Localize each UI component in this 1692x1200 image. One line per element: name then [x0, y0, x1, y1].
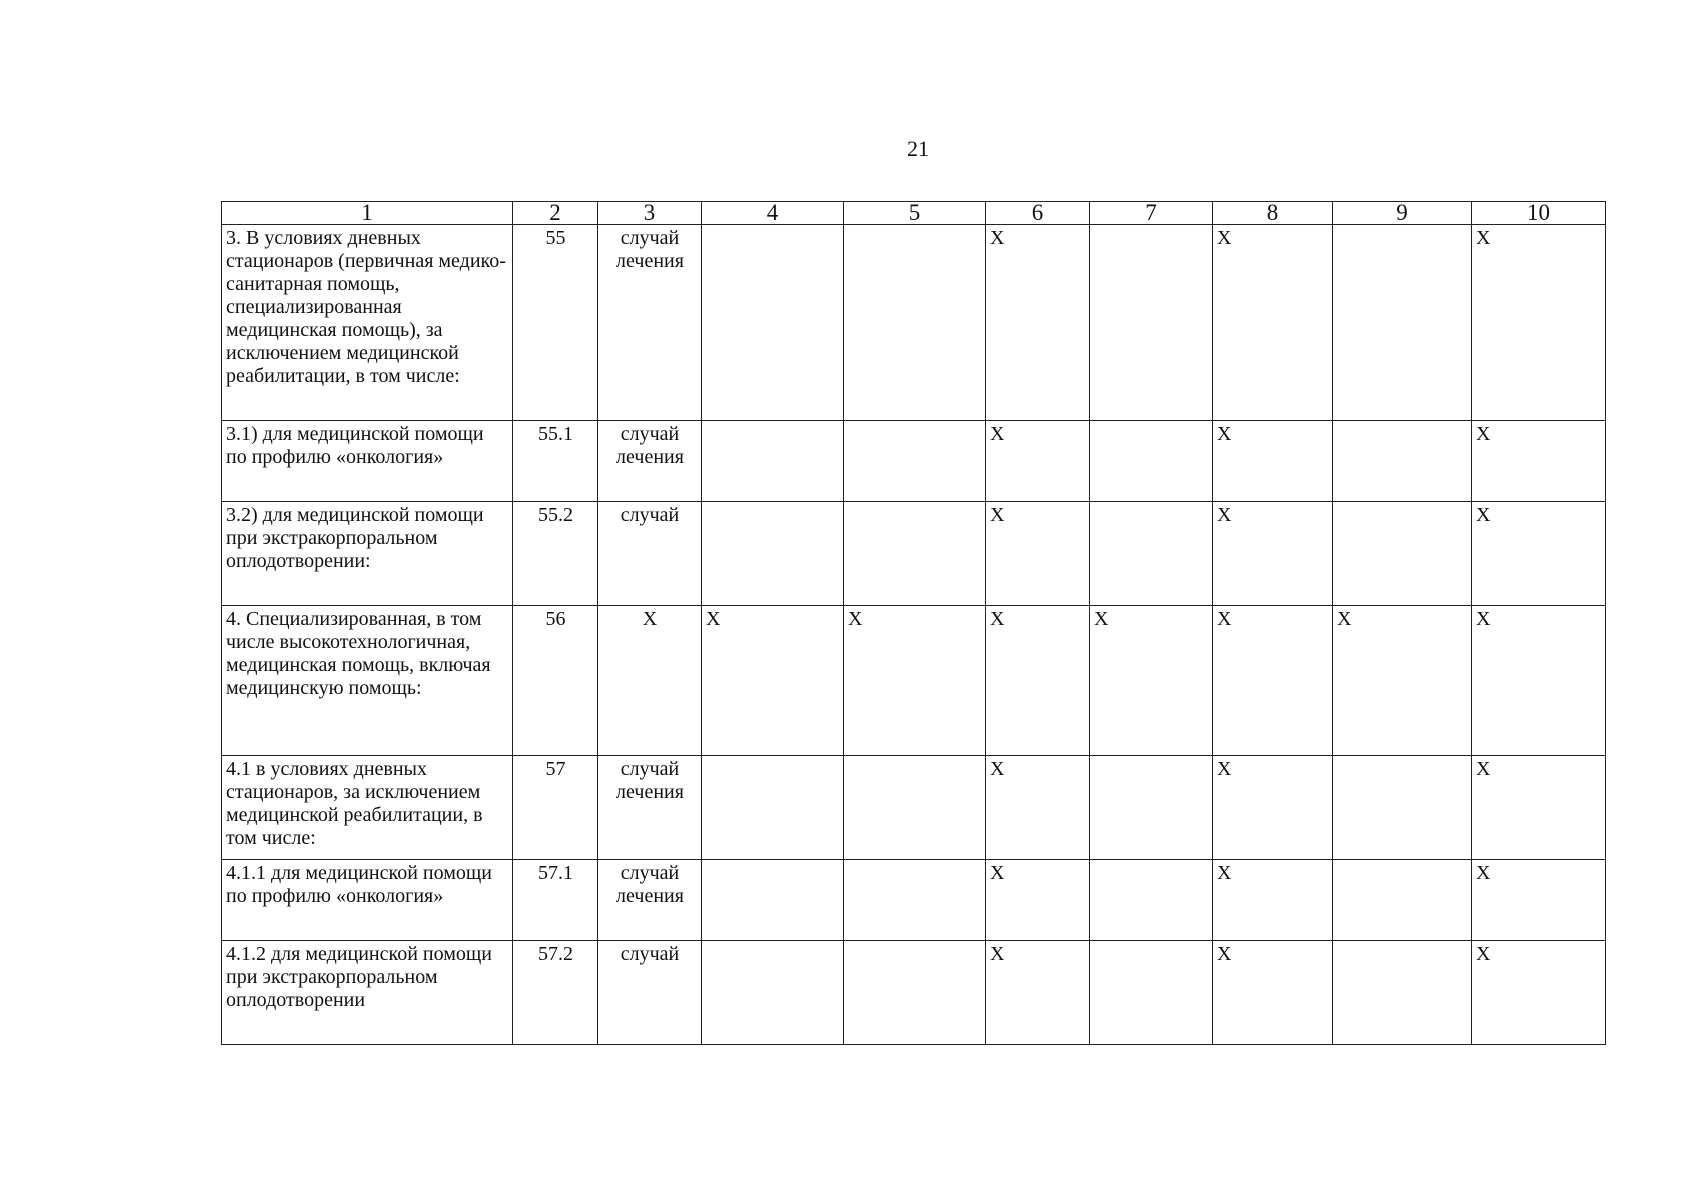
table-row	[222, 606, 1606, 756]
cell-col-6: X	[986, 421, 1090, 502]
cell-col-9: X	[1333, 606, 1472, 756]
cell-col-5	[844, 502, 986, 606]
cell-col-7	[1090, 860, 1213, 941]
row-number: 57.2	[513, 941, 598, 1045]
row-number: 56	[513, 606, 598, 756]
row-unit: случай лечения	[598, 225, 702, 421]
cell-col-8: X	[1213, 606, 1333, 756]
row-number: 55.1	[513, 421, 598, 502]
row-description: 3. В условиях дневных стационаров (первичная медико-санитарная помощь, специализированная медицинская помощь), за исключением медицинской реабилитации, в том числе:	[222, 225, 513, 421]
cell-col-5	[844, 756, 986, 860]
cell-col-7	[1090, 225, 1213, 421]
cell-col-5	[844, 225, 986, 421]
row-description: 4.1.2 для медицинской помощи при экстракорпоральном оплодотворении	[222, 941, 513, 1045]
cell-col-10: X	[1472, 606, 1606, 756]
cell-col-10: X	[1472, 941, 1606, 1045]
header-cell: 1	[222, 202, 513, 225]
header-cell: 3	[598, 202, 702, 225]
cell-col-8: X	[1213, 225, 1333, 421]
table-row	[222, 225, 1606, 421]
cell-col-4	[702, 941, 844, 1045]
table-row	[222, 756, 1606, 860]
cell-col-10: X	[1472, 225, 1606, 421]
row-unit: случай	[598, 941, 702, 1045]
header-cell: 8	[1213, 202, 1333, 225]
cell-col-10: X	[1472, 502, 1606, 606]
row-unit: случай лечения	[598, 756, 702, 860]
cell-col-7	[1090, 421, 1213, 502]
cell-col-10: X	[1472, 860, 1606, 941]
cell-col-7	[1090, 756, 1213, 860]
header-row	[222, 202, 1606, 225]
table-row	[222, 502, 1606, 606]
header-cell: 7	[1090, 202, 1213, 225]
cell-col-7: X	[1090, 606, 1213, 756]
row-unit: случай	[598, 502, 702, 606]
header-cell: 10	[1472, 202, 1606, 225]
cell-col-8: X	[1213, 502, 1333, 606]
row-number: 57.1	[513, 860, 598, 941]
data-table	[221, 201, 1606, 1045]
cell-col-7	[1090, 941, 1213, 1045]
cell-col-8: X	[1213, 756, 1333, 860]
row-unit: X	[598, 606, 702, 756]
cell-col-9	[1333, 502, 1472, 606]
cell-col-8: X	[1213, 860, 1333, 941]
row-number: 57	[513, 756, 598, 860]
header-cell: 2	[513, 202, 598, 225]
cell-col-4	[702, 756, 844, 860]
header-cell: 6	[986, 202, 1090, 225]
cell-col-8: X	[1213, 941, 1333, 1045]
header-cell: 4	[702, 202, 844, 225]
row-unit: случай лечения	[598, 421, 702, 502]
cell-col-6: X	[986, 606, 1090, 756]
cell-col-6: X	[986, 756, 1090, 860]
row-description: 4. Специализированная, в том числе высокотехнологичная, медицинская помощь, включая медицинскую помощь:	[222, 606, 513, 756]
cell-col-8: X	[1213, 421, 1333, 502]
cell-col-4	[702, 502, 844, 606]
page-number: 21	[907, 136, 929, 161]
cell-col-4: X	[702, 606, 844, 756]
cell-col-5	[844, 421, 986, 502]
row-unit: случай лечения	[598, 860, 702, 941]
cell-col-6: X	[986, 225, 1090, 421]
table-row	[222, 941, 1606, 1045]
cell-col-5: X	[844, 606, 986, 756]
cell-col-9	[1333, 421, 1472, 502]
cell-col-6: X	[986, 860, 1090, 941]
header-cell: 9	[1333, 202, 1472, 225]
row-description: 4.1.1 для медицинской помощи по профилю «онкология»	[222, 860, 513, 941]
cell-col-9	[1333, 860, 1472, 941]
row-number: 55.2	[513, 502, 598, 606]
cell-col-9	[1333, 941, 1472, 1045]
cell-col-6: X	[986, 502, 1090, 606]
cell-col-10: X	[1472, 421, 1606, 502]
row-number: 55	[513, 225, 598, 421]
table-row	[222, 860, 1606, 941]
cell-col-10: X	[1472, 756, 1606, 860]
cell-col-7	[1090, 502, 1213, 606]
cell-col-5	[844, 860, 986, 941]
cell-col-4	[702, 225, 844, 421]
cell-col-9	[1333, 225, 1472, 421]
cell-col-4	[702, 421, 844, 502]
cell-col-6: X	[986, 941, 1090, 1045]
cell-col-9	[1333, 756, 1472, 860]
table-row	[222, 421, 1606, 502]
row-description: 4.1 в условиях дневных стационаров, за исключением медицинской реабилитации, в том числе:	[222, 756, 513, 860]
row-description: 3.1) для медицинской помощи по профилю «онкология»	[222, 421, 513, 502]
cell-col-4	[702, 860, 844, 941]
header-cell: 5	[844, 202, 986, 225]
cell-col-5	[844, 941, 986, 1045]
row-description: 3.2) для медицинской помощи при экстракорпоральном оплодотворении:	[222, 502, 513, 606]
